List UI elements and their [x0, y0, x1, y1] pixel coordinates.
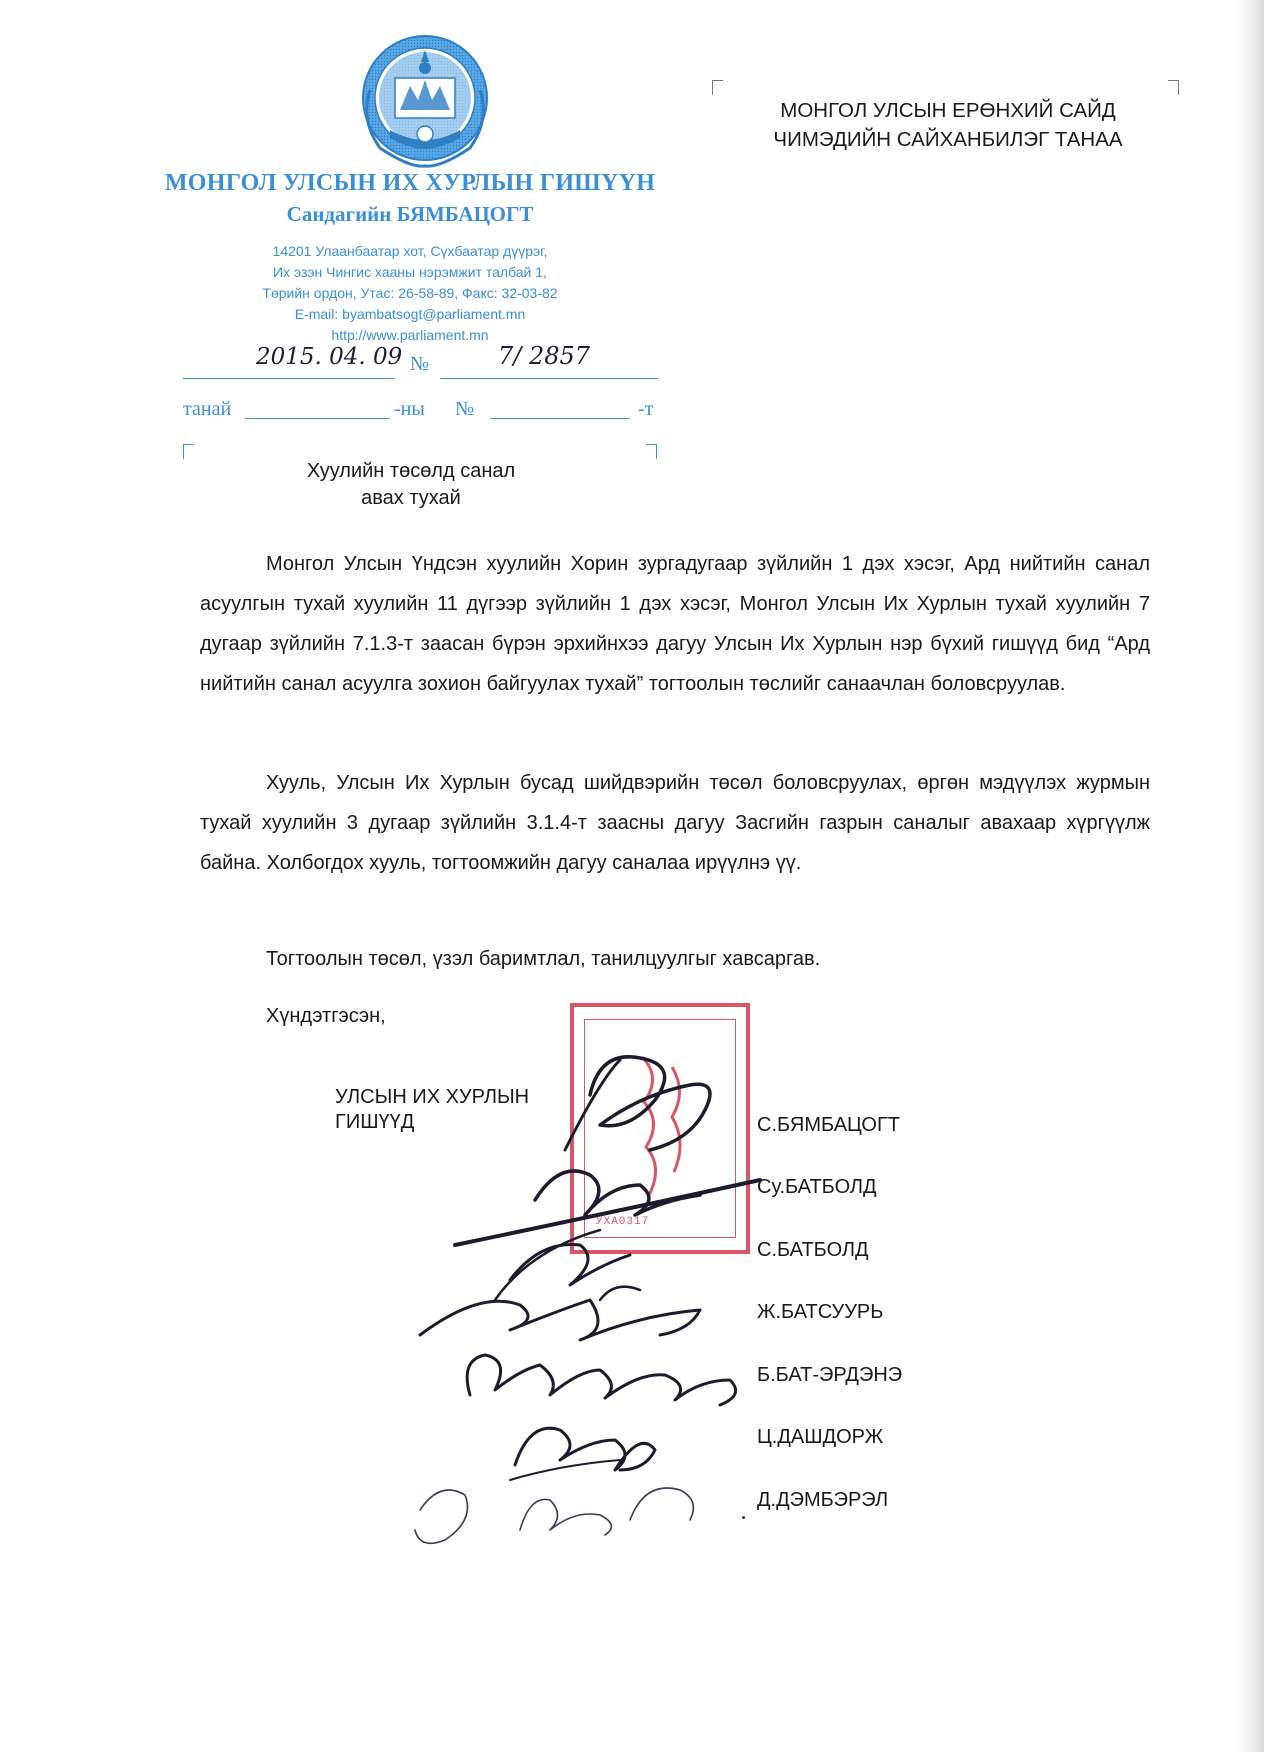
signer-name: Ж.БАТСУУРЬ: [757, 1301, 884, 1323]
stamp-code: УХА0317: [596, 1216, 650, 1228]
recipient-corner-left: [712, 80, 723, 95]
yours-number-rule: [490, 418, 630, 419]
signer-name: Б.БАТ-ЭРДЭНЭ: [757, 1364, 903, 1386]
address-line: Их эзэн Чингис хааны нэрэмжит талбай 1,: [273, 264, 547, 280]
subject-line: авах тухай: [361, 487, 461, 509]
role-line: ГИШҮҮД: [335, 1111, 415, 1133]
handwritten-date: 2015. 04. 09: [256, 344, 403, 370]
attachments-line: Тогтоолын төсөл, үзэл баримтлал, танилцуулгыг хавсаргав.: [266, 948, 821, 970]
body-paragraph: Хууль, Улсын Их Хурлын бусад шийдвэрийн төсөл боловсруулах, өргөн мэдүүлэх журмын тухай хуулийн 3 дугаар зүйлийн 3.1.4-т заасны дагуу Засгийн газрын саналыг авахаар хүргүүлж байна. Холбогдох хууль, тогтоомжийн дагуу саналаа ирүүлнэ үү.: [200, 772, 1150, 874]
date-rule: [183, 378, 395, 379]
number-rule: [440, 378, 658, 379]
stamp-script-mark: [632, 1047, 692, 1217]
ny-label: -ны: [394, 398, 425, 420]
signer-name: Ц.ДАШДОРЖ: [757, 1426, 884, 1448]
recipient-name: ЧИМЭДИЙН САЙХАНБИЛЭГ ТАНАА: [773, 128, 1123, 151]
scan-edge-shadow: [1238, 0, 1264, 1752]
member-name: Сандагийн БЯМБАЦОГТ: [286, 202, 534, 226]
recipient-corner-right: [1168, 80, 1179, 95]
website-line: http://www.parliament.mn: [331, 327, 489, 343]
official-stamp: [570, 1003, 750, 1254]
address-line: 14201 Улаанбаатар хот, Сүхбаатар дүүрэг,: [272, 243, 548, 259]
t-label: -т: [638, 398, 654, 420]
signer-name: С.БЯМБАЦОГТ: [757, 1114, 900, 1136]
yours-label: танай: [183, 398, 232, 420]
email-line: E-mail: byambatsogt@parliament.mn: [294, 306, 526, 322]
org-title: МОНГОЛ УЛСЫН ИХ ХУРЛЫН ГИШҮҮН: [164, 170, 656, 196]
subject-corner-right: [646, 444, 657, 459]
number-label: №: [410, 353, 430, 375]
body-paragraph: Монгол Улсын Үндсэн хуулийн Хорин зургадугаар зүйлийн 1 дэх хэсэг, Ард нийтийн санал асуулгын тухай хуулийн 11 дүгээр зүйлийн 1 дэх хэсэг, Монгол Улсын Их Хурлын тухай хуулийн 7 дугаар зүйлийн 7.1.3-т заасан бүрэн эрхийнхээ дагуу Улсын Их Хурлын нэр бүхий гишүүд бид “Ард нийтийн санал асуулга зохион байгуулах тухай” тогтоолын төслийг санаачлан боловсруулав.: [200, 553, 1150, 695]
subject-line: Хуулийн төсөлд санал: [306, 460, 516, 482]
closing-line: Хүндэтгэсэн,: [266, 1005, 386, 1027]
yours-date-rule: [245, 418, 390, 419]
yours-number-label: №: [455, 398, 475, 420]
signer-name: Д.ДЭМБЭРЭЛ: [757, 1489, 889, 1511]
signer-name: С.БАТБОЛД: [757, 1239, 869, 1261]
handwritten-number: 7/ 2857: [498, 342, 591, 370]
state-emblem-icon: [350, 30, 500, 172]
recipient-title: МОНГОЛ УЛСЫН ЕРӨНХИЙ САЙД: [780, 99, 1116, 122]
address-line: Төрийн ордон, Утас: 26-58-89, Факс: 32-03-82: [262, 285, 558, 301]
subject-corner-left: [183, 444, 194, 459]
role-line: УЛСЫН ИХ ХУРЛЫН: [335, 1086, 530, 1108]
ink-dot: [742, 1516, 745, 1519]
signer-name: Су.БАТБОЛД: [757, 1176, 877, 1198]
